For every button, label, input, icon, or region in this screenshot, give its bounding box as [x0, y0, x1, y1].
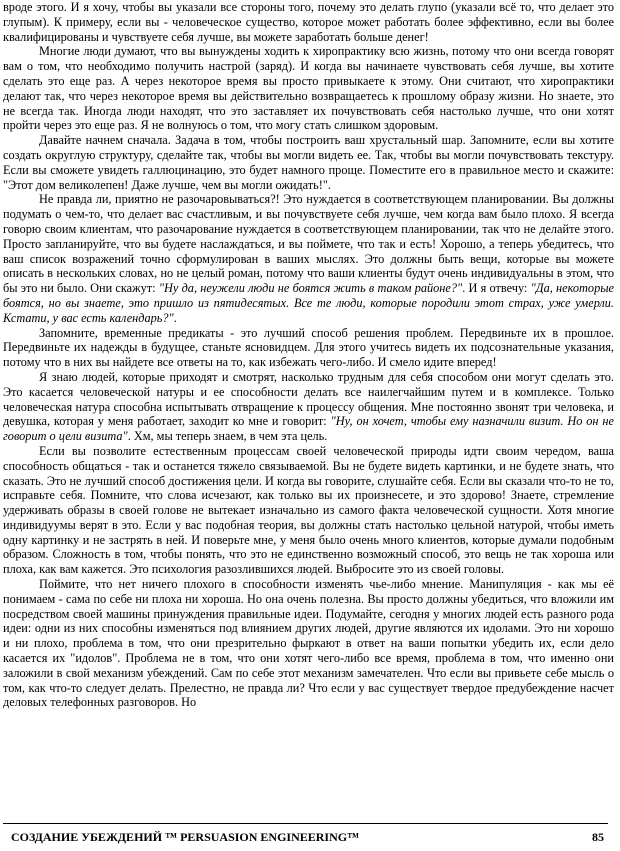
text-run: Не правда ли, приятно не разочаровываться?! Это нуждается в соответствующем планировании. Вы должны подумать о чем-то, что делает вас счастливым, и вы почувствуете себя лучше, чем когда вам было плохо. Я всегда говорю своим клиентам, что разочарование нуждается в соответствующем планировании, так что не делайте этого. Просто запланируйте, что вы будете наслаждаться, и вы поймете, что так и есть! Хорошо, а теперь убедитесь, что ваш список возражений точно сформулирован в ваших мыслях. Это должны быть вещи, которые вы можете описать в нескольких словах, но не целый роман, потому что ваши клиенты будут очень индивидуальны в этом, что бы это ни было. Они скажут: [3, 192, 614, 296]
paragraph-6 [3, 370, 614, 444]
italic-quote: "Ну да, неужели люди не боятся жить в таком районе?" [158, 281, 463, 296]
text-run: Давайте начнем сначала. Задача в том, чтобы построить ваш хрустальный шар. Запомните, если вы хотите создать округлую структуру, сделайте так, чтобы вы могли видеть ее. Так, чтобы вы могли почувствовать текстуру. Если вы сможете увидеть галлюцинацию, это будет намного проще. Поместите его в правильное место и скажите: "Этот дом великолепен! Даже лучше, чем вы могли ожидать!". [3, 133, 614, 192]
paragraph-3 [3, 133, 614, 192]
page-number: 85 [592, 830, 604, 844]
paragraph-5 [3, 326, 614, 370]
text-run: Я знаю людей, которые приходят и смотрят, насколько трудным для себя способом они могут сделать это. Это касается человеческой натуры и ее способности делать все наилегчайшим путем и в комплексе. Только человеческая натура способна испытывать отвращение к процессу общения. Мне постоянно звонят три человека, и девушка, которая у меня работает, заходит ко мне и говорит: [3, 369, 614, 429]
paragraph-2 [3, 44, 614, 133]
page-footer [3, 823, 608, 844]
text-run: Запомните, временные предикаты - это лучший способ решения проблем. Передвиньте их в прошлое. Передвиньте их надежды в будущее, станьте ясновидцем. Для этого учитесь видеть их подсознательные указания, потому что в них вы найдете все ответы на то, как избежать чего-либо. И смело идите вперед! [3, 325, 614, 370]
text-run: Многие люди думают, что вы вынуждены ходить к хиропрактику всю жизнь, потому что они всегда говорят вам о том, что необходимо получить настрой (заряд). И когда вы начинаете чувствовать себя лучше, вы хотите сделать это еще раз. А через некоторое время вы просто привыкаете к этому. Они считают, что хиропрактики делают так, что через некоторое время вы действительно возвращаетесь к прошлому образу жизни. Но знаете, это не всегда так. Иногда люди находят, что это заставляет их почувствовать себя настолько лучше, что они хотят пройти через это еще раз. Я не волнуюсь о том, что могу стать слишком здоровым. [3, 44, 614, 133]
document-body [3, 0, 614, 710]
paragraph-8 [3, 577, 614, 710]
paragraph-1 [3, 0, 614, 44]
text-run: . [173, 310, 177, 325]
text-run: вроде этого. И я хочу, чтобы вы указали все стороны того, почему это делать глупо (указали всё то, что делает это глупым). К примеру, если вы - человеческое существо, которое может работать более эффективно, если вы более квалифицированы и чувствуете себя лучше, вы можете заработать больше денег! [3, 0, 614, 44]
paragraph-4 [3, 192, 614, 325]
paragraph-7 [3, 444, 614, 577]
italic-quote: "Да, некоторые боятся, но вы знаете, это пришло из пятидесятых. Все те люди, которые породили этот страх, уже умерли. Кстати, у вас есть календарь?" [3, 281, 614, 325]
italic-quote: "Ну, он хочет, чтобы ему назначили визит. Но он не говорит о цели визита" [3, 414, 614, 444]
text-run: Если вы позволите естественным процессам своей человеческой природы идти своим чередом, ваша способность общаться - так и останется тяжело связываемой. Вы не будете видеть картинки, и не будете знать, что сказать. Это не лучший способ достижения цели. И когда вы говорите, слушайте себя. Если вы сказали что-то не то, исправьте себя. Помните, что слова исчезают, как только вы их произнесете, и это здорово! Знаете, стремление удерживать образы в своей голове не вытекает изначально из самого факта человеческой сущности. Хотя многие индивидуумы верят в это. Если у вас подобная теория, вы должны стать настолько цельной натурой, чтобы иметь одну картинку и не застрять в ней. И поверьте мне, у меня было очень много клиентов, которые думали подобным образом. Сложность в том, чтобы понять, что это не единственно возможный способ, это вещь не так хороша или плоха, как вам кажется. Это психология разозлившихся людей. Выбросите это из своей головы. [3, 443, 614, 577]
text-run: . Хм, мы теперь знаем, в чем эта цель. [127, 429, 328, 444]
text-run: . И я отвечу: [462, 281, 531, 296]
footer-title: СОЗДАНИЕ УБЕЖДЕНИЙ ™ PERSUASION ENGINEERING™ [11, 830, 360, 844]
text-run: Поймите, что нет ничего плохого в способности изменять чье-либо мнение. Манипуляция - как мы её понимаем - сама по себе ни плоха ни хороша. Но она очень полезна. Вы просто должны убедиться, что вложили им посредством своей машины принуждения правильные идеи. Подумайте, сегодня у многих людей есть разного рода идеи: одни из них способны изменяться под влиянием других людей, другие являются их идолами. Это ни хорошо и ни плохо, проблема в том, что они презрительно фыркают в ответ на ваши попытки убедить их, если дело касается их "идолов". Проблема не в том, что они хотят чего-либо все время, проблема в том, что именно они заложили в свой механизм убеждений. Сам по себе этот механизм замечателен. Что если вы привьете себе мысль о том, как что-то следует делать. Прелестно, не правда ли? Что если у вас существует твердое предубеждение насчет деловых телефонных разговоров. Но [3, 577, 614, 710]
